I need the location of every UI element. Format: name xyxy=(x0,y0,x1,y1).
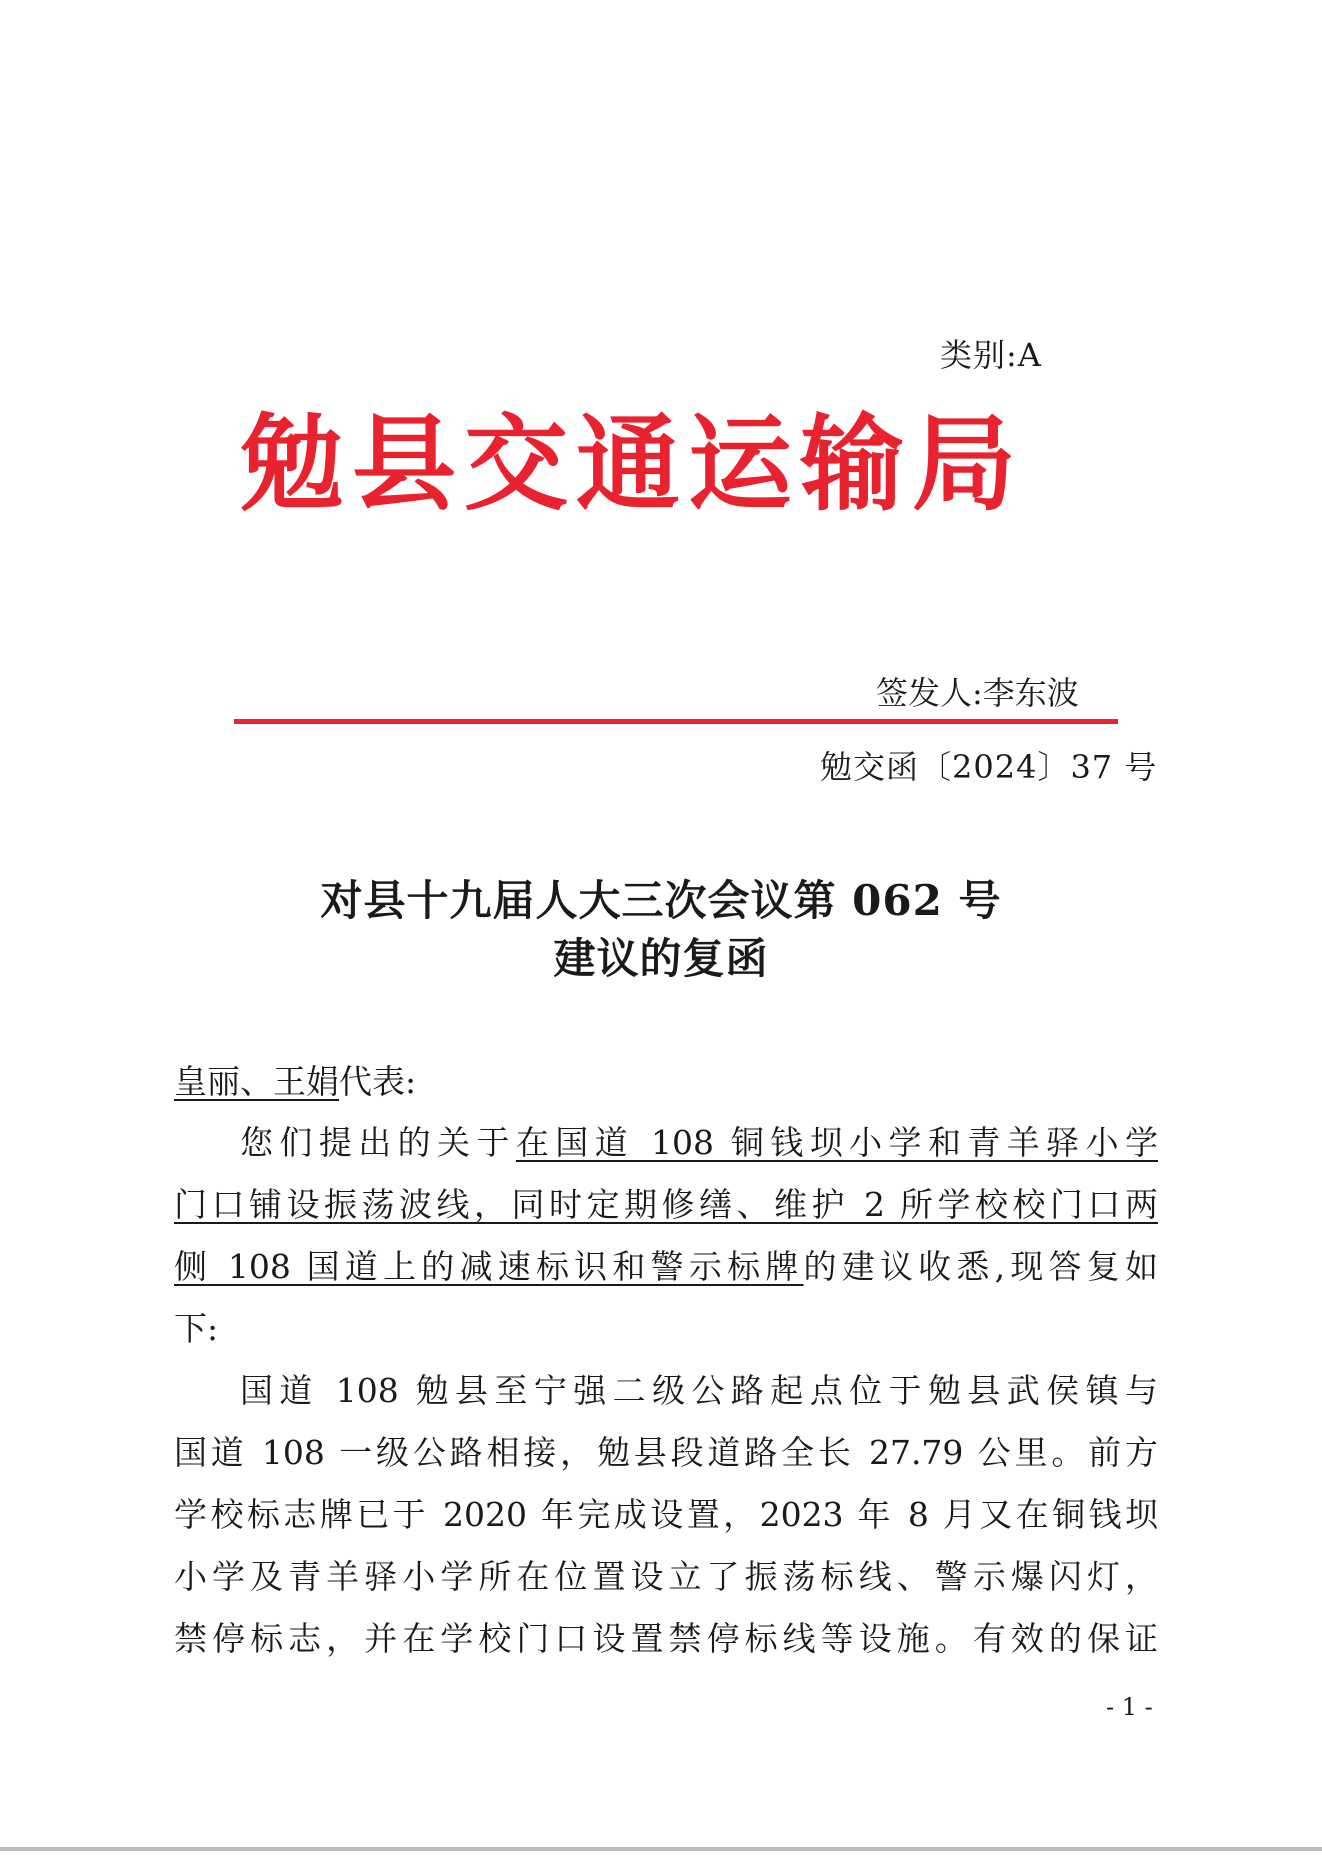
paragraph-2-line-1: 国道 108 勉县至宁强二级公路起点位于勉县武侯镇与 xyxy=(240,1371,1158,1410)
signer-label: 签发人:李东波 xyxy=(876,674,1079,712)
paragraph-1-line-1 xyxy=(174,1117,1158,1164)
category-label: 类别:A xyxy=(940,336,1042,374)
suggestion-text-3: 侧 108 国道上的减速标识和警示标牌 xyxy=(174,1247,804,1286)
paragraph-2-line-4: 小学及青羊驿小学所在位置设立了振荡标线、警示爆闪灯， xyxy=(174,1557,1158,1596)
paragraph-1-line-3 xyxy=(174,1241,1158,1288)
document-title-line-1: 对县十九届人大三次会议第 062 号 xyxy=(320,876,1002,925)
paragraph-2-line-2: 国道 108 一级公路相接，勉县段道路全长 27.79 公里。前方 xyxy=(174,1433,1158,1472)
paragraph-1-line-4: 下: xyxy=(174,1309,219,1348)
page-number: - 1 - xyxy=(1106,1693,1153,1721)
document-number: 勉交函〔2024〕37 号 xyxy=(820,748,1158,786)
paragraph-1-tail: 的建议收悉,现答复如 xyxy=(803,1247,1158,1286)
salutation-suffix: 代表: xyxy=(339,1062,417,1101)
document-title-line-2: 建议的复函 xyxy=(553,934,769,983)
paragraph-1-lead: 您们提出的关于 xyxy=(240,1123,516,1162)
issuing-organization-title: 勉县交通运输局 xyxy=(240,402,1025,525)
red-divider-line xyxy=(234,719,1118,724)
paragraph-2-line-5: 禁停标志，并在学校门口设置禁停标线等设施。有效的保证 xyxy=(174,1619,1158,1658)
suggestion-text-1: 在国道 108 铜钱坝小学和青羊驿小学 xyxy=(515,1123,1158,1162)
scan-bottom-edge xyxy=(0,1847,1322,1851)
salutation xyxy=(174,1056,1158,1103)
suggestion-text-2: 门口铺设振荡波线，同时定期修缮、维护 2 所学校校门口两 xyxy=(174,1185,1158,1224)
salutation-names: 皇丽、王娟 xyxy=(174,1062,339,1101)
paragraph-2-line-3: 学校标志牌已于 2020 年完成设置，2023 年 8 月又在铜钱坝 xyxy=(174,1495,1158,1534)
paragraph-1-line-2 xyxy=(174,1179,1158,1226)
